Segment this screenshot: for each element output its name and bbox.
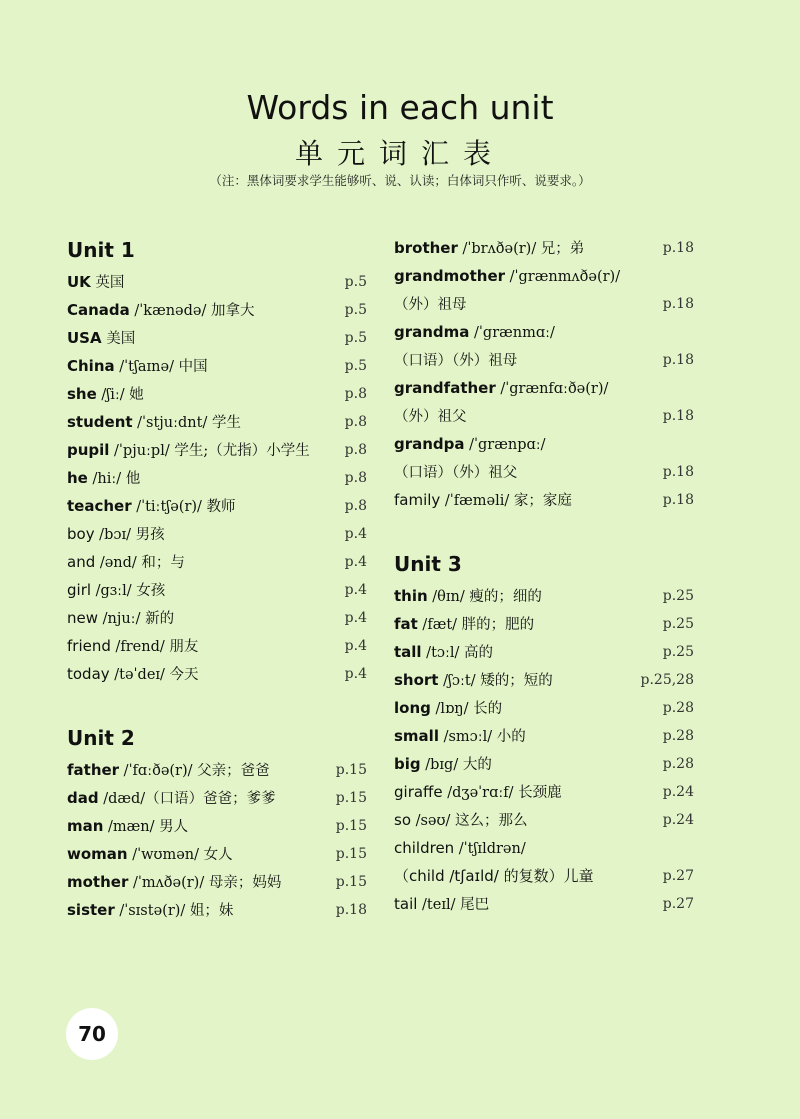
page-number: 70 [66, 1008, 118, 1060]
vocab-word: pupil [67, 441, 110, 459]
vocab-phonetic-meaning: 英国 [90, 275, 125, 291]
vocab-phonetic-meaning: /gɜːl/ 女孩 [91, 583, 166, 599]
vocab-page-ref: p.4 [344, 526, 367, 542]
vocab-phonetic-meaning: /ˈtʃaɪnə/ 中国 [114, 359, 208, 375]
vocab-entry [394, 486, 694, 514]
vocab-word: sister [67, 901, 115, 919]
vocab-entry [394, 458, 694, 486]
vocab-word: tall [394, 643, 422, 661]
vocab-entry [67, 576, 367, 604]
vocab-page-ref: p.15 [335, 846, 367, 862]
vocab-entry [394, 806, 694, 834]
vocab-page-ref: p.4 [344, 638, 367, 654]
left-column [67, 234, 367, 924]
right-column [394, 234, 694, 918]
vocab-phonetic-meaning: /dʒəˈrɑːf/ 长颈鹿 [442, 785, 562, 801]
vocab-entry [67, 840, 367, 868]
vocab-word: grandmother [394, 267, 506, 285]
vocab-page-ref: p.25 [662, 588, 694, 604]
vocab-word: tail [394, 895, 418, 913]
vocab-phonetic-meaning: /lɒŋ/ 长的 [430, 701, 503, 717]
vocab-page-ref: p.25 [662, 644, 694, 660]
vocab-entry [67, 352, 367, 380]
vocab-phonetic-meaning: /ʃɔːt/ 矮的；短的 [438, 673, 553, 689]
vocab-entry [67, 604, 367, 632]
vocab-word: girl [67, 581, 92, 599]
vocab-page-ref: p.4 [344, 554, 367, 570]
vocab-phonetic-meaning: /ˈpjuːpl/ 学生;（尤指）小学生 [109, 443, 310, 459]
vocab-phonetic-meaning: /θɪn/ 瘦的；细的 [427, 589, 542, 605]
vocab-word: friend [67, 637, 111, 655]
vocab-entry [67, 784, 367, 812]
vocab-entry [67, 548, 367, 576]
vocab-phonetic-meaning: /ənd/ 和；与 [95, 555, 185, 571]
vocab-entry [67, 324, 367, 352]
vocab-word: dad [67, 789, 99, 807]
vocab-page-ref: p.4 [344, 582, 367, 598]
vocab-phonetic-meaning: /njuː/ 新的 [98, 611, 175, 627]
vocab-phonetic-meaning: /ˈwʊmən/ 女人 [127, 847, 233, 863]
vocab-page-ref: p.8 [344, 442, 367, 458]
vocab-page-ref: p.28 [662, 700, 694, 716]
vocab-phonetic-meaning: /ˈkænədə/ 加拿大 [129, 303, 255, 319]
vocab-phonetic-meaning: /ˈfɑːðə(r)/ 父亲；爸爸 [119, 763, 270, 779]
vocab-page-ref: p.8 [344, 470, 367, 486]
vocab-phonetic-meaning: /dæd/（口语）爸爸；爹爹 [98, 791, 276, 807]
vocab-page-ref: p.24 [662, 812, 694, 828]
vocab-phonetic-meaning: （口语）（外）祖母 [394, 353, 518, 369]
vocab-page-ref: p.18 [662, 408, 694, 424]
vocab-phonetic-meaning: /təˈdeɪ/ 今天 [109, 667, 199, 683]
vocab-phonetic-meaning: /ˈsɪstə(r)/ 姐；妹 [114, 903, 234, 919]
vocab-entry [394, 638, 694, 666]
vocab-page-ref: p.8 [344, 414, 367, 430]
vocab-entry [394, 374, 694, 402]
vocab-word: thin [394, 587, 428, 605]
vocab-entry [394, 834, 694, 862]
vocab-page-ref: p.25,28 [640, 672, 694, 688]
vocab-page-ref: p.4 [344, 610, 367, 626]
vocab-phonetic-meaning: /ˈtʃɪldrən/ [454, 841, 526, 857]
vocab-page-ref: p.18 [662, 464, 694, 480]
vocab-entry [394, 666, 694, 694]
unit-heading: Unit 3 [394, 552, 462, 576]
page-title-english: Words in each unit [246, 88, 554, 127]
vocab-phonetic-meaning: /səʊ/ 这么；那么 [411, 813, 528, 829]
vocab-phonetic-meaning: /bɔɪ/ 男孩 [94, 527, 165, 543]
vocab-phonetic-meaning: /ˈfæməli/ 家；家庭 [440, 493, 572, 509]
vocab-entry [67, 660, 367, 688]
vocab-word: grandpa [394, 435, 465, 453]
vocab-entry [394, 290, 694, 318]
vocab-phonetic-meaning: 美国 [101, 331, 136, 347]
vocab-page-ref: p.27 [662, 896, 694, 912]
vocab-word: brother [394, 239, 458, 257]
vocab-entry [67, 896, 367, 924]
vocab-page-ref: p.18 [662, 240, 694, 256]
vocab-word: children [394, 839, 455, 857]
vocab-page-ref: p.18 [335, 902, 367, 918]
vocab-entry [67, 408, 367, 436]
vocab-phonetic-meaning: （外）祖母 [394, 297, 467, 313]
vocab-entry [394, 346, 694, 374]
vocab-entry [67, 380, 367, 408]
vocab-entry [67, 436, 367, 464]
vocab-page-ref: p.25 [662, 616, 694, 632]
vocab-phonetic-meaning: /fæt/ 胖的；肥的 [417, 617, 535, 633]
vocab-entry [67, 812, 367, 840]
vocab-phonetic-meaning: （外）祖父 [394, 409, 467, 425]
unit-spacer [67, 688, 367, 722]
vocab-page-ref: p.5 [344, 302, 367, 318]
vocab-word: giraffe [394, 783, 443, 801]
vocab-phonetic-meaning: /ˈgrænmʌðə(r)/ [505, 269, 621, 285]
vocab-entry [394, 862, 694, 890]
vocab-word: UK [67, 273, 91, 291]
vocab-page-ref: p.24 [662, 784, 694, 800]
vocab-entry [67, 268, 367, 296]
vocab-page-ref: p.27 [662, 868, 694, 884]
vocab-word: family [394, 491, 441, 509]
vocab-entry [394, 234, 694, 262]
page-title-chinese: 单元词汇表 [294, 137, 505, 170]
vocab-entry [394, 262, 694, 290]
vocab-page-ref: p.18 [662, 296, 694, 312]
vocab-entry [394, 402, 694, 430]
vocab-word: grandma [394, 323, 470, 341]
vocab-page-ref: p.28 [662, 728, 694, 744]
vocab-page-ref: p.15 [335, 874, 367, 890]
vocab-word: fat [394, 615, 418, 633]
vocab-phonetic-meaning: /teɪl/ 尾巴 [417, 897, 490, 913]
vocab-word: so [394, 811, 411, 829]
vocab-entry [67, 296, 367, 324]
vocab-word: grandfather [394, 379, 496, 397]
vocab-page-ref: p.8 [344, 386, 367, 402]
vocab-phonetic-meaning: /ˈbrʌðə(r)/ 兄；弟 [457, 241, 585, 257]
vocab-word: China [67, 357, 115, 375]
vocab-page-ref: p.18 [662, 492, 694, 508]
vocab-phonetic-meaning: /frend/ 朋友 [110, 639, 199, 655]
vocab-word: new [67, 609, 99, 627]
vocab-word: father [67, 761, 120, 779]
vocab-word: mother [67, 873, 129, 891]
vocab-page-ref: p.15 [335, 762, 367, 778]
vocab-entry [67, 756, 367, 784]
vocab-entry [67, 868, 367, 896]
vocab-phonetic-meaning: /mæn/ 男人 [103, 819, 189, 835]
vocab-word: man [67, 817, 104, 835]
unit-heading: Unit 2 [67, 726, 135, 750]
vocab-page-ref: p.8 [344, 498, 367, 514]
vocab-word: teacher [67, 497, 132, 515]
vocab-phonetic-meaning: （口语）（外）祖父 [394, 465, 518, 481]
vocab-phonetic-meaning: /ˈmʌðə(r)/ 母亲；妈妈 [128, 875, 282, 891]
vocab-phonetic-meaning: /tɔːl/ 高的 [421, 645, 494, 661]
note-text: （注：黑体词要求学生能够听、说、认读；白体词只作听、说要求。） [209, 173, 591, 188]
vocab-page-ref: p.4 [344, 666, 367, 682]
vocab-phonetic-meaning: /ˈstjuːdnt/ 学生 [132, 415, 241, 431]
vocab-word: student [67, 413, 133, 431]
vocab-phonetic-meaning: /bɪg/ 大的 [420, 757, 492, 773]
vocab-page-ref: p.15 [335, 818, 367, 834]
vocab-word: Canada [67, 301, 130, 319]
vocab-entry [394, 750, 694, 778]
unit-spacer [394, 514, 694, 548]
vocab-word: and [67, 553, 96, 571]
vocab-entry [394, 318, 694, 346]
vocab-page-ref: p.5 [344, 274, 367, 290]
vocab-entry [394, 694, 694, 722]
vocab-word: （child /tʃaɪld/ 的复数）儿童 [394, 867, 594, 885]
vocab-page-ref: p.15 [335, 790, 367, 806]
vocab-word: small [394, 727, 439, 745]
vocab-phonetic-meaning: /ˈgrænmɑː/ [469, 325, 555, 341]
vocab-entry [394, 610, 694, 638]
vocab-word: she [67, 385, 97, 403]
vocab-entry [67, 632, 367, 660]
vocab-phonetic-meaning: /ʃiː/ 她 [96, 387, 144, 403]
vocab-word: woman [67, 845, 128, 863]
vocab-entry [67, 464, 367, 492]
vocab-page-ref: p.5 [344, 330, 367, 346]
vocab-word: USA [67, 329, 102, 347]
vocab-entry [394, 582, 694, 610]
vocab-page-ref: p.18 [662, 352, 694, 368]
vocab-page-ref: p.28 [662, 756, 694, 772]
vocab-page-ref: p.5 [344, 358, 367, 374]
vocab-entry [394, 722, 694, 750]
vocab-entry [394, 890, 694, 918]
vocab-phonetic-meaning: /hiː/ 他 [87, 471, 141, 487]
vocab-word: he [67, 469, 88, 487]
vocab-word: long [394, 699, 431, 717]
vocab-word: big [394, 755, 421, 773]
vocab-word: boy [67, 525, 95, 543]
vocab-phonetic-meaning: /ˈtiːtʃə(r)/ 教师 [131, 499, 236, 515]
vocab-entry [394, 430, 694, 458]
unit-heading: Unit 1 [67, 238, 135, 262]
vocab-entry [67, 492, 367, 520]
vocab-word: short [394, 671, 439, 689]
vocab-phonetic-meaning: /ˈgrænfɑːðə(r)/ [495, 381, 609, 397]
vocab-entry [394, 778, 694, 806]
vocab-phonetic-meaning: /smɔːl/ 小的 [438, 729, 526, 745]
vocab-entry [67, 520, 367, 548]
vocab-phonetic-meaning: /ˈgrænpɑː/ [464, 437, 546, 453]
vocab-word: today [67, 665, 110, 683]
